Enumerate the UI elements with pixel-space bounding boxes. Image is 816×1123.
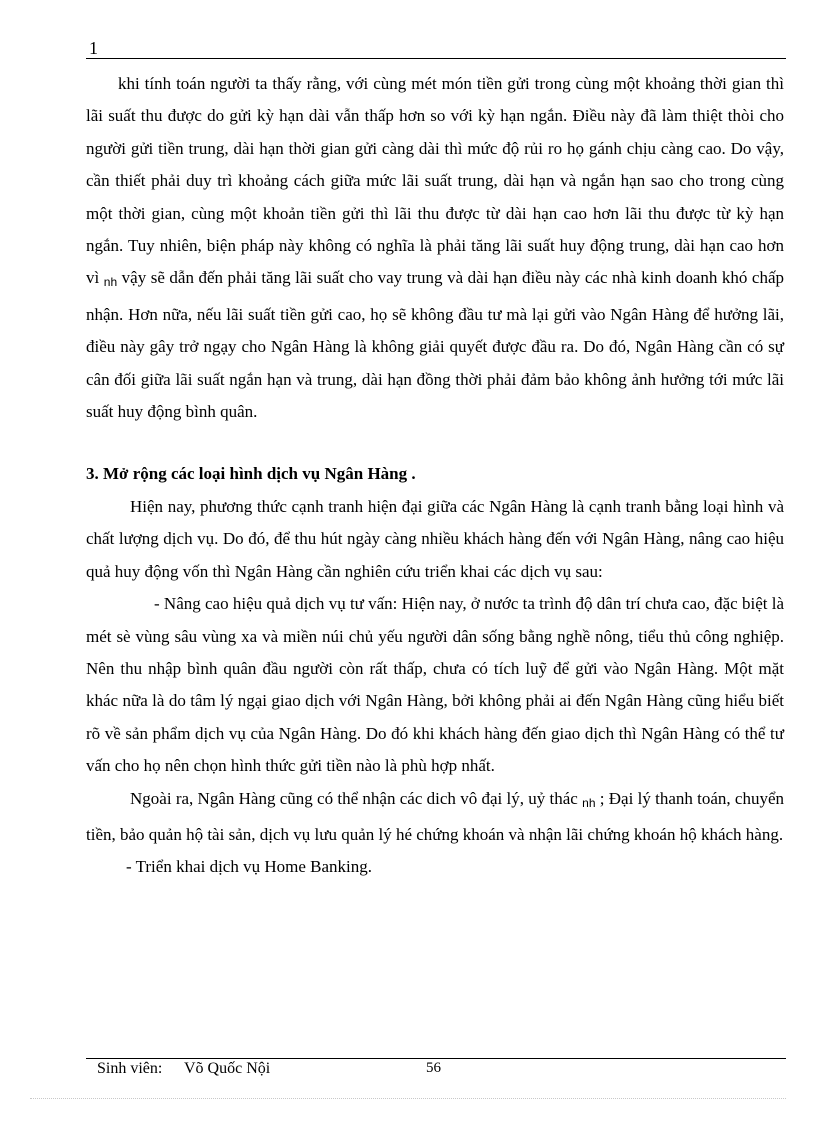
subscript-artifact: nh xyxy=(103,275,118,290)
paragraph-text: Ngoài ra, Ngân Hàng cũng có thể nhận các dich vô đại lý, uỷ thác xyxy=(130,788,578,808)
subscript-artifact: nh xyxy=(582,795,596,810)
paragraph-intro: Hiện nay, phương thức cạnh tranh hiện đại giữa các Ngân Hàng là cạnh tranh bằng loại hình và chất lượng dịch vụ. Do đó, để thu hút ngày càng nhiều khách hàng đến với Ngân Hàng, nâng cao hiệu quả huy động vốn thì Ngân Hàng cần nghiên cứu triển khai các dịch vụ sau: xyxy=(86,496,784,581)
paragraph-text: ; Đại lý thanh toán, chuyển tiền, bảo quản hộ tài sản, dịch vụ lưu quản lý hé chứng khoán và nhận lãi chứng khoán hộ khách hàng. xyxy=(86,788,785,844)
paragraph-text: khi tính toán người ta thấy rằng, với cùng mét món tiền gửi trong cùng một khoảng thời gian thì lãi suất thu được do gửi kỳ hạn dài vẫn thấp hơn so với kỳ hạn ngắn. Điều này đã làm thiệt thòi cho người gửi tiền trung, dài hạn thời gian gửi càng dài thì mức độ rủi ro họ gánh chịu càng cao. Do vậy, cần thiết phải duy trì khoảng cách giữa mức lãi suất trung, dài hạn và ngắn hạn sao cho trong cùng một thời gian, cùng một khoản tiền gửi thì lãi thu được từ dài hạn cao hơn lãi thu được từ kỳ hạn ngắn. Tuy nhiên, biện pháp này không có nghĩa là phải tăng lãi suất huy động trung, dài hạn cao hơn vì xyxy=(86,74,784,288)
paragraph-interest-rate xyxy=(86,68,784,428)
header-rule xyxy=(86,58,786,59)
chapter-number: 1 xyxy=(89,38,98,58)
paragraph-home-banking: - Triển khai dịch vụ Home Banking. xyxy=(126,857,373,877)
page-number: 56 xyxy=(426,1060,441,1076)
student-name: Võ Quốc Nội xyxy=(184,1060,271,1077)
paragraph-other-services xyxy=(86,783,784,852)
paragraph-text: vậy sẽ dẫn đến phải tăng lãi suất cho vay trung và dài hạn điều này các nhà kinh doanh khó chấp nhận. Hơn nữa, nếu lãi suất tiền gửi cao, họ sẽ không đầu tư mà lại gửi vào Ngân Hàng để hưởng lãi, điều này gây trở ngạy cho Ngân Hàng là không giải quyết được đầu ra. Do đó, Ngân Hàng cần có sự cân đối giữa lãi suất ngắn hạn và trung, dài hạn đồng thời phải đảm bảo không ảnh hưởng tới mức lãi suất huy động bình quân. xyxy=(86,268,785,422)
page-edge-divider xyxy=(30,1098,786,1099)
footer-label: Sinh viên: xyxy=(97,1060,163,1077)
paragraph-consulting: - Nâng cao hiệu quả dịch vụ tư vấn: Hiện nay, ở nước ta trình độ dân trí chưa cao, đặc biệt là mét sè vùng sâu vùng xa và miền núi chủ yếu người dân sống bằng nghề nông, tiểu thủ công nghiệp. Nên thu nhập bình quân đầu người còn rất thấp, chưa có tích luỹ để gửi vào Ngân Hàng. Một mặt khác nữa là do tâm lý ngại giao dịch với Ngân Hàng, bởi không phải ai đến Ngân Hàng cũng hiểu biết rõ về sản phẩm dịch vụ của Ngân Hàng. Do đó khi khách hàng đến giao dịch thì Ngân Hàng có thể tư vấn cho họ nên chọn hình thức gửi tiền nào là phù hợp nhất. xyxy=(86,594,784,776)
document-body xyxy=(86,68,784,884)
footer-rule xyxy=(86,1058,786,1059)
section-heading: 3. Mở rộng các loại hình dịch vụ Ngân Hàng . xyxy=(86,464,416,484)
